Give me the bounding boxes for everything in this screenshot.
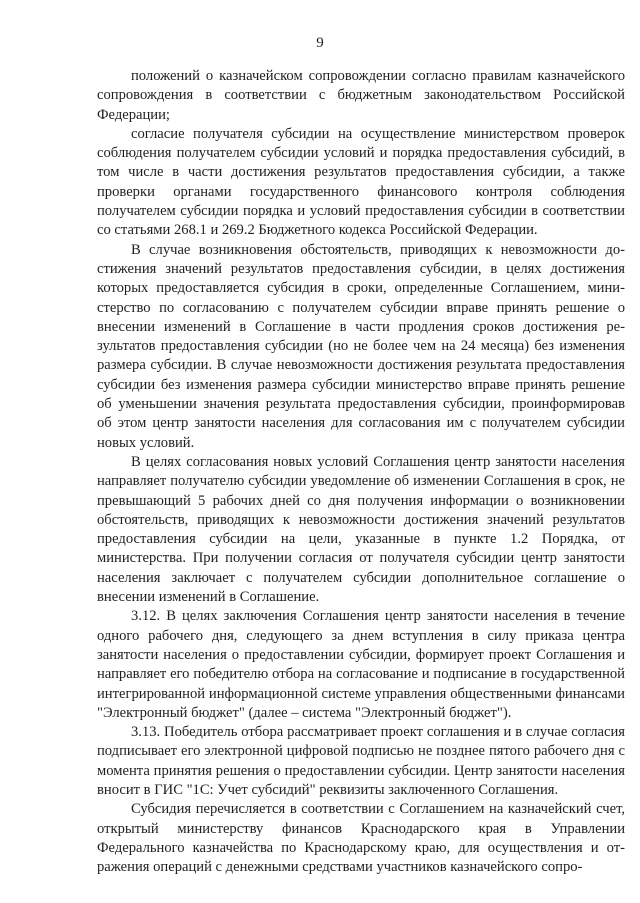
- document-body: [97, 67, 625, 877]
- paragraph-clause-3-13: 3.13. Победитель отбора рассматривает проект соглашения и в случае согласия подписывает его электронной цифровой подписью не позднее пятого рабочего дня с момента принятия решения о предоставлении субсидии. Центр занятости населения вносит в ГИС "1С: Учет субсидий" реквизиты заключенного Соглашения.: [97, 724, 625, 798]
- paragraph-clause-3-12: 3.12. В целях заключения Соглашения центр занятости населения в течение одного рабочего дня, следующего за днем вступления в силу приказа центра занятости населения о предоставлении субсидии, формирует проект Соглашения и направляет его победителю отбора на согласование и подписание в государственной интегрированной информационной системе управления общественными финансами "Электронный бюджет" (далее – система "Электронный бюджет").: [97, 608, 625, 721]
- page-number: 9: [316, 35, 324, 51]
- paragraph-circumstances: В случае возникновения обстоятельств, приводящих к невозможности достижения значений результатов предоставления субсидии, в целях достижения которых предоставляется субсидия в сроки, определенные Соглашением, министерство по согласованию с получателем субсидии вправе принять решение о внесении изменений в Соглашение в части продления сроков достижения результатов предоставления субсидии (но не более чем на 24 месяца) без изменения размера субсидии. В случае невозможности достижения результата предоставления субсидии без изменения размера субсидии министерство вправе принять решение об уменьшении значения результата предоставления субсидии, проинформировав об этом центр занятости населения для согласования им с получателем субсидии новых условий.: [97, 241, 625, 451]
- paragraph-new-conditions: В целях согласования новых условий Соглашения центр занятости населения направляет получателю субсидии уведомление об изменении Соглашения в срок, не превышающий 5 рабочих дней со дня получения информации о возникновении обстоятельств, приводящих к невозможности достижения значений результатов предоставления субсидии на цели, указанные в пункте 1.2 Порядка, от министерства. При получении согласия от получателя субсидии центр занятости населения заключает с получателем субсидии дополнительное соглашение о внесении изменений в Соглашение.: [97, 453, 625, 606]
- paragraph-subsidy-transfer: Субсидия перечисляется в соответствии с Соглашением на казначейский счет, открытый министерству финансов Краснодарского края в Управлении Федерального казначейства по Краснодарскому краю, для осуществления и отражения операций с денежными средствами участников казначейского сопро-: [97, 801, 625, 876]
- paragraph-consent-inspections: согласие получателя субсидии на осуществление министерством проверок соблюдения получателем субсидии условий и порядка предоставления субсидий, в том числе в части достижения результатов предоставления субсидии, а также проверки органами государственного финансового контроля соблюдения получателем субсидии порядка и условий предоставления субсидии в соответствии со статьями 268.1 и 269.2 Бюджетного кодекса Российской Федерации.: [97, 125, 625, 239]
- paragraph-treasury-support: положений о казначейском сопровождении согласно правилам казначейского сопровождения в соответствии с бюджетным законодательством Российской Федерации;: [97, 68, 625, 123]
